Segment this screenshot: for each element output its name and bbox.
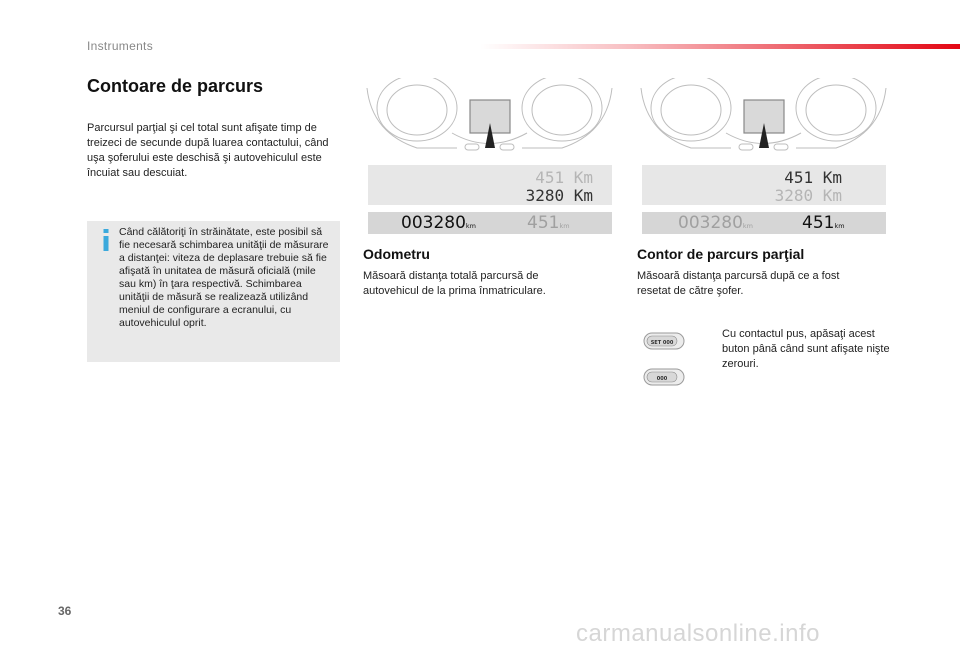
total-value: 003280	[678, 213, 743, 233]
trip-value: 451	[802, 213, 835, 233]
total-unit: km	[742, 222, 754, 230]
info-box	[87, 221, 340, 362]
total-value: 003280	[401, 213, 466, 233]
section-title: Instruments	[87, 39, 153, 53]
lcd-total-readout: 3280 Km	[774, 186, 842, 205]
lcd-total-readout: 3280 Km	[525, 186, 593, 205]
cluster-outline-icon	[636, 78, 891, 156]
intro-paragraph: Parcursul parţial şi cel total sunt afişate timp de treizeci de secunde după luarea contactului, când uşa şoferului este deschisă şi autovehiculul este încuiat sau descuiat.	[87, 122, 329, 179]
info-icon	[99, 228, 113, 252]
odometer-bar-right	[642, 212, 886, 234]
svg-text:000: 000	[656, 376, 668, 382]
lcd-trip-readout: 451 Km	[784, 168, 842, 187]
info-note-text: Când călătoriţi în străinătate, este posibil să fie necesară schimbarea unităţii de măsurare a distanţei: viteza de deplasare trebuie să fie afişată în unitatea de măsură oficială (mile sau km) în ţara respectivă. Schimbarea unităţii de măsură se realizează utilizând meniul de configurare a ecranului, cu autovehiculul oprit.	[119, 226, 329, 329]
lcd-trip-readout: 451 Km	[535, 168, 593, 187]
trip-text: Măsoară distanţa parcursă după ce a fost resetat de către şofer.	[637, 270, 840, 297]
header-accent-bar	[480, 44, 960, 49]
svg-text:SET 000: SET 000	[650, 340, 674, 346]
cluster-outline-icon	[362, 78, 617, 156]
odometer-text: Măsoară distanţa totală parcursă de autovehicul de la prima înmatriculare.	[363, 270, 546, 297]
set-reset-button-icon	[643, 330, 685, 352]
page-number: 36	[58, 604, 72, 618]
reset-button-icon	[643, 366, 685, 388]
odometer-heading: Odometru	[363, 246, 430, 262]
total-unit: km	[465, 222, 477, 230]
trip-reset-text: Cu contactul pus, apăsaţi acest buton până când sunt afişate nişte zerouri.	[722, 328, 890, 370]
trip-value: 451	[527, 213, 560, 233]
trip-unit: km	[559, 222, 570, 230]
cluster-lcd-right	[642, 165, 886, 205]
trip-heading: Contor de parcurs parţial	[637, 246, 805, 262]
cluster-lcd-left	[368, 165, 612, 205]
watermark-text: carmanualsonline.info	[576, 620, 820, 647]
trip-unit: km	[834, 222, 845, 230]
odometer-bar-left	[368, 212, 612, 234]
page-title: Contoare de parcurs	[87, 76, 264, 96]
